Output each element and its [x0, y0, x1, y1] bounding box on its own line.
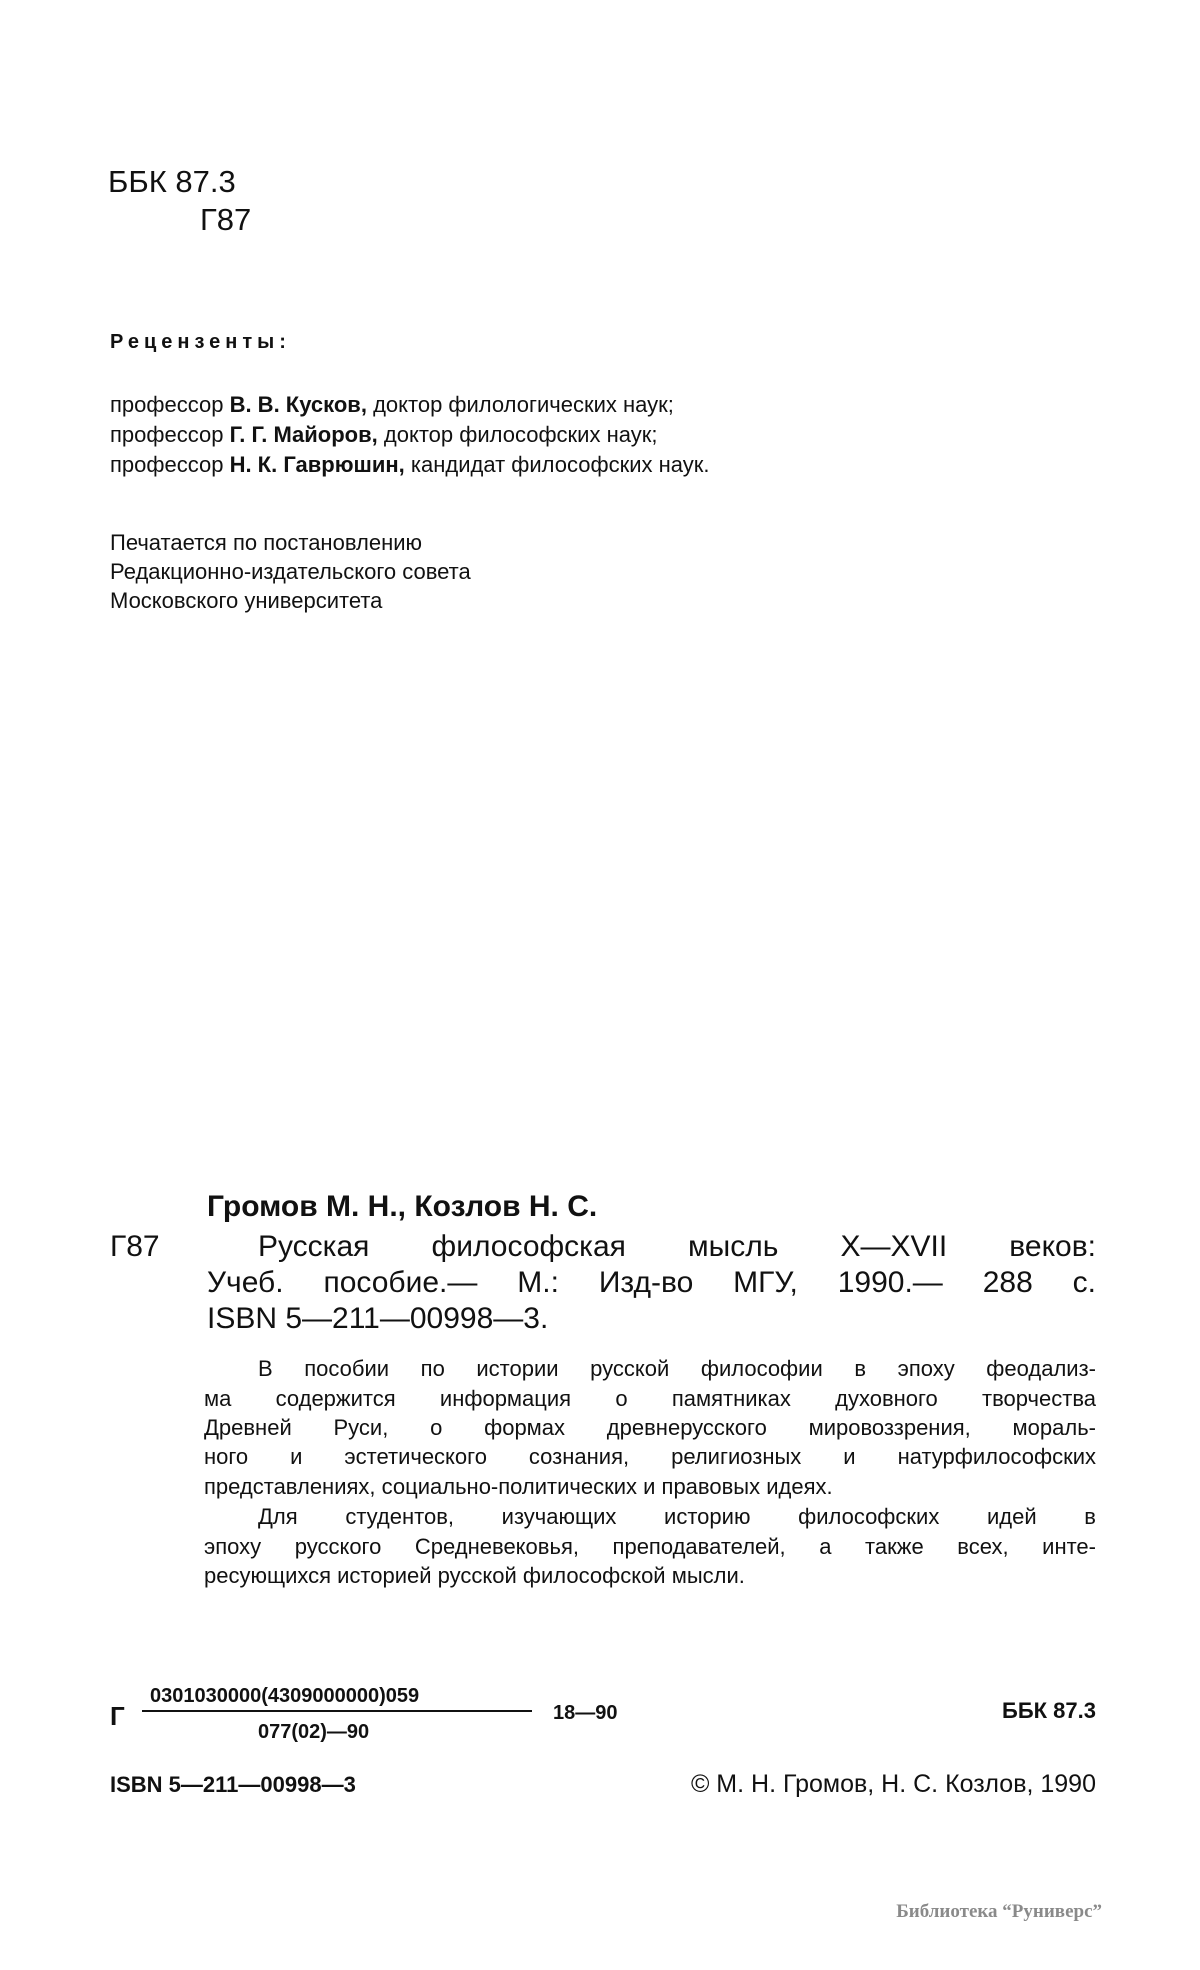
abstract-line: Древней Руси, о формах древнерусского мировоззрения, мораль-: [204, 1415, 1096, 1440]
reviewer-line: [110, 454, 709, 476]
reviewer-degree: доктор философских наук;: [383, 422, 658, 447]
catalog-code: Г87: [110, 1230, 160, 1263]
abstract-line: В пособии по истории русской философии в эпоху феодализ-: [258, 1356, 1096, 1381]
catalog-publication: Учеб. пособие.— М.: Изд-во МГУ, 1990.— 288 с.: [207, 1266, 1096, 1299]
footer-isbn: ISBN 5—211—00998—3: [110, 1772, 356, 1797]
reviewer-degree: доктор филологических наук;: [373, 392, 674, 417]
footer-numerator: 0301030000(4309000000)059: [150, 1685, 420, 1707]
footer-bbk: ББК 87.3: [1002, 1698, 1096, 1723]
imprint-line: Московского университета: [110, 588, 383, 613]
catalog-title: Русская философская мысль X—XVII веков:: [258, 1230, 1096, 1263]
abstract-line: представлениях, социально-политических и правовых идеях.: [204, 1474, 833, 1499]
audience-line: ресующихся историей русской философской мысли.: [204, 1563, 745, 1588]
reviewer-role: профессор: [110, 452, 224, 477]
author-code: Г87: [200, 202, 252, 237]
audience-line: Для студентов, изучающих историю философских идей в: [258, 1504, 1096, 1529]
reviewer-line: [110, 424, 657, 446]
imprint-line: Печатается по постановлению: [110, 530, 423, 555]
catalog-isbn: ISBN 5—211—00998—3.: [207, 1302, 549, 1335]
reviewer-name: Н. К. Гаврюшин,: [229, 452, 405, 477]
reviewer-name: Г. Г. Майоров,: [229, 422, 378, 447]
reviewer-name: В. В. Кусков,: [229, 392, 367, 417]
reviewer-degree: кандидат философских наук.: [410, 452, 710, 477]
library-watermark: Библиотека “Руниверс”: [896, 1901, 1102, 1922]
fraction-rule: [142, 1710, 532, 1712]
reviewer-role: профессор: [110, 392, 224, 417]
footer-denominator: 077(02)—90: [258, 1721, 370, 1743]
reviewer-line: [110, 394, 674, 416]
audience-line: эпоху русского Средневековья, преподавателей, а также всех, инте-: [204, 1534, 1096, 1559]
imprint-line: Редакционно-издательского совета: [110, 559, 471, 584]
footer-letter: Г: [110, 1701, 125, 1731]
abstract-line: ма содержится информация о памятниках духовного творчества: [204, 1386, 1096, 1411]
reviewer-role: профессор: [110, 422, 224, 447]
footer-copyright: © М. Н. Громов, Н. С. Козлов, 1990: [690, 1770, 1096, 1798]
bbk-index: ББК 87.3: [108, 164, 236, 199]
reviewers-title: Рецензенты:: [110, 331, 291, 353]
catalog-authors: Громов М. Н., Козлов Н. С.: [207, 1190, 598, 1223]
abstract-line: ного и эстетического сознания, религиозных и натурфилософских: [204, 1444, 1096, 1469]
footer-order: 18—90: [553, 1702, 618, 1724]
